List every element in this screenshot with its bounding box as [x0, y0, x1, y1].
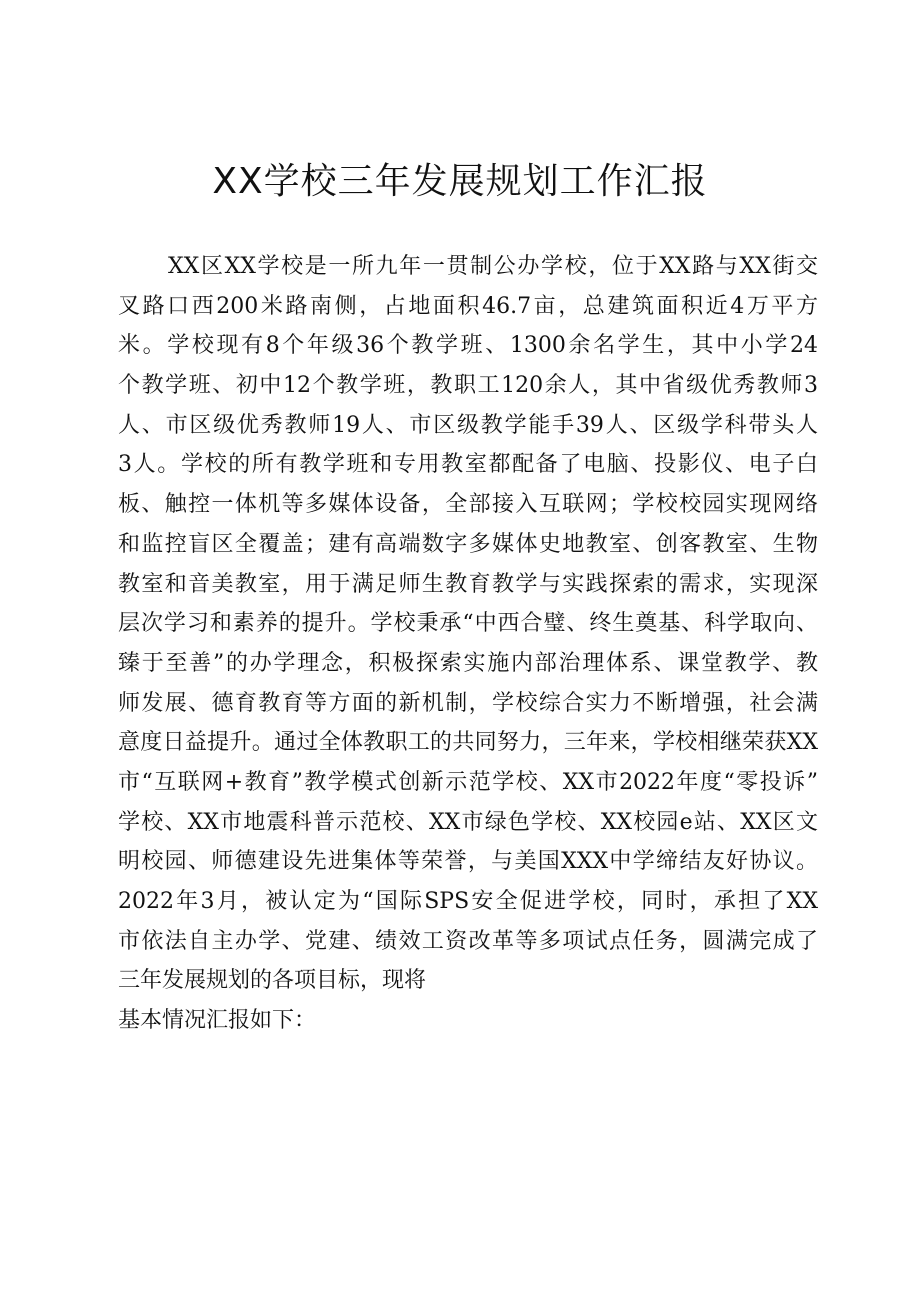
body-line: 基本情况汇报如下：: [118, 1008, 317, 1034]
body-line: 臻于至善”的办学理念，积极探索实施内部治理体系、课堂教学、教: [118, 650, 818, 676]
body-line: 师发展、德育教育等方面的新机制，学校综合实力不断增强，社会满: [118, 690, 818, 716]
body-line: 意度日益提升。通过全体教职工的共同努力，三年来，学校相继荣获XX: [118, 730, 818, 756]
body-line: 人、市区级优秀教师19人、市区级教学能手39人、区级学科带头人: [118, 412, 818, 438]
body-line: 2022年3月，被认定为“国际SPS安全促进学校，同时，承担了XX: [118, 889, 818, 914]
body-line: 3人。学校的所有教学班和专用教室都配备了电脑、投影仪、电子白: [118, 452, 818, 478]
document-title: XX学校三年发展规划工作汇报: [212, 161, 708, 202]
body-line: XX区XX学校是一所九年一贯制公办学校，位于XX路与XX街交: [168, 254, 818, 279]
document-body: [118, 247, 818, 1041]
body-line: 个教学班、初中12个教学班，教职工120余人，其中省级优秀教师3: [118, 373, 818, 399]
body-line: 明校园、师德建设先进集体等荣誉，与美国XXX中学缔结友好协议。: [118, 849, 818, 875]
body-line: 教室和音美教室，用于满足师生教育教学与实践探索的需求，实现深: [118, 571, 818, 597]
body-line: 市“互联网+教育”教学模式创新示范学校、XX市2022年度“零投诉”: [118, 769, 818, 795]
body-line: 层次学习和素养的提升。学校秉承“中西合璧、终生奠基、科学取向、: [118, 611, 818, 637]
body-line: 板、触控一体机等多媒体设备，全部接入互联网；学校校园实现网络: [118, 492, 818, 518]
body-line: 学校、XX市地震科普示范校、XX市绿色学校、XX校园e站、XX区文: [118, 809, 818, 835]
body-line: 市依法自主办学、党建、绩效工资改革等多项试点任务，圆满完成了: [118, 928, 818, 954]
body-line: 叉路口西200米路南侧，占地面积46.7亩，总建筑面积近4万平方: [118, 293, 818, 319]
body-line: 和监控盲区全覆盖；建有高端数字多媒体史地教室、创客教室、生物: [118, 531, 818, 557]
body-line: 三年发展规划的各项目标，现将: [118, 968, 427, 994]
body-line: 米。学校现有8个年级36个教学班、1300余名学生，其中小学24: [118, 333, 818, 359]
